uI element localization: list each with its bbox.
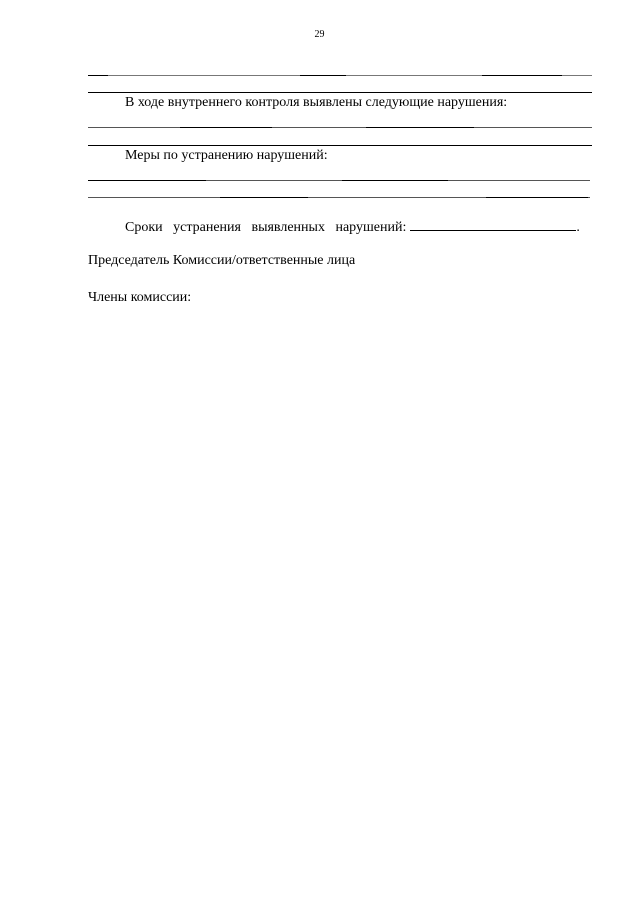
measures-line-1b [88, 180, 206, 181]
measures-line-2b [220, 197, 308, 198]
violations-line-2 [88, 145, 592, 146]
underline-top-2 [88, 92, 592, 93]
underline-top-2b [396, 92, 496, 93]
violations-line-1 [88, 127, 592, 128]
measures-line-1c [342, 180, 448, 181]
underline-top-1d [482, 75, 562, 76]
measures-line-2c [486, 197, 588, 198]
chairman-label: Председатель Комиссии/ответственные лица [88, 253, 356, 268]
underline-top-1c [300, 75, 346, 76]
members-label: Члены комиссии: [88, 290, 192, 305]
violations-line-1b [180, 127, 272, 128]
deadline-label: Сроки устранения выявленных нарушений: [125, 220, 407, 235]
deadline-input-line[interactable] [410, 218, 576, 231]
measures-label: Меры по устранению нарушений: [125, 148, 328, 163]
underline-top-1a [88, 75, 108, 76]
deadline-row [125, 218, 580, 236]
page-number: 29 [314, 29, 325, 40]
violations-line-1c [366, 127, 474, 128]
violations-label: В ходе внутреннего контроля выявлены следующие нарушения: [125, 95, 508, 110]
deadline-end: . [576, 220, 580, 235]
